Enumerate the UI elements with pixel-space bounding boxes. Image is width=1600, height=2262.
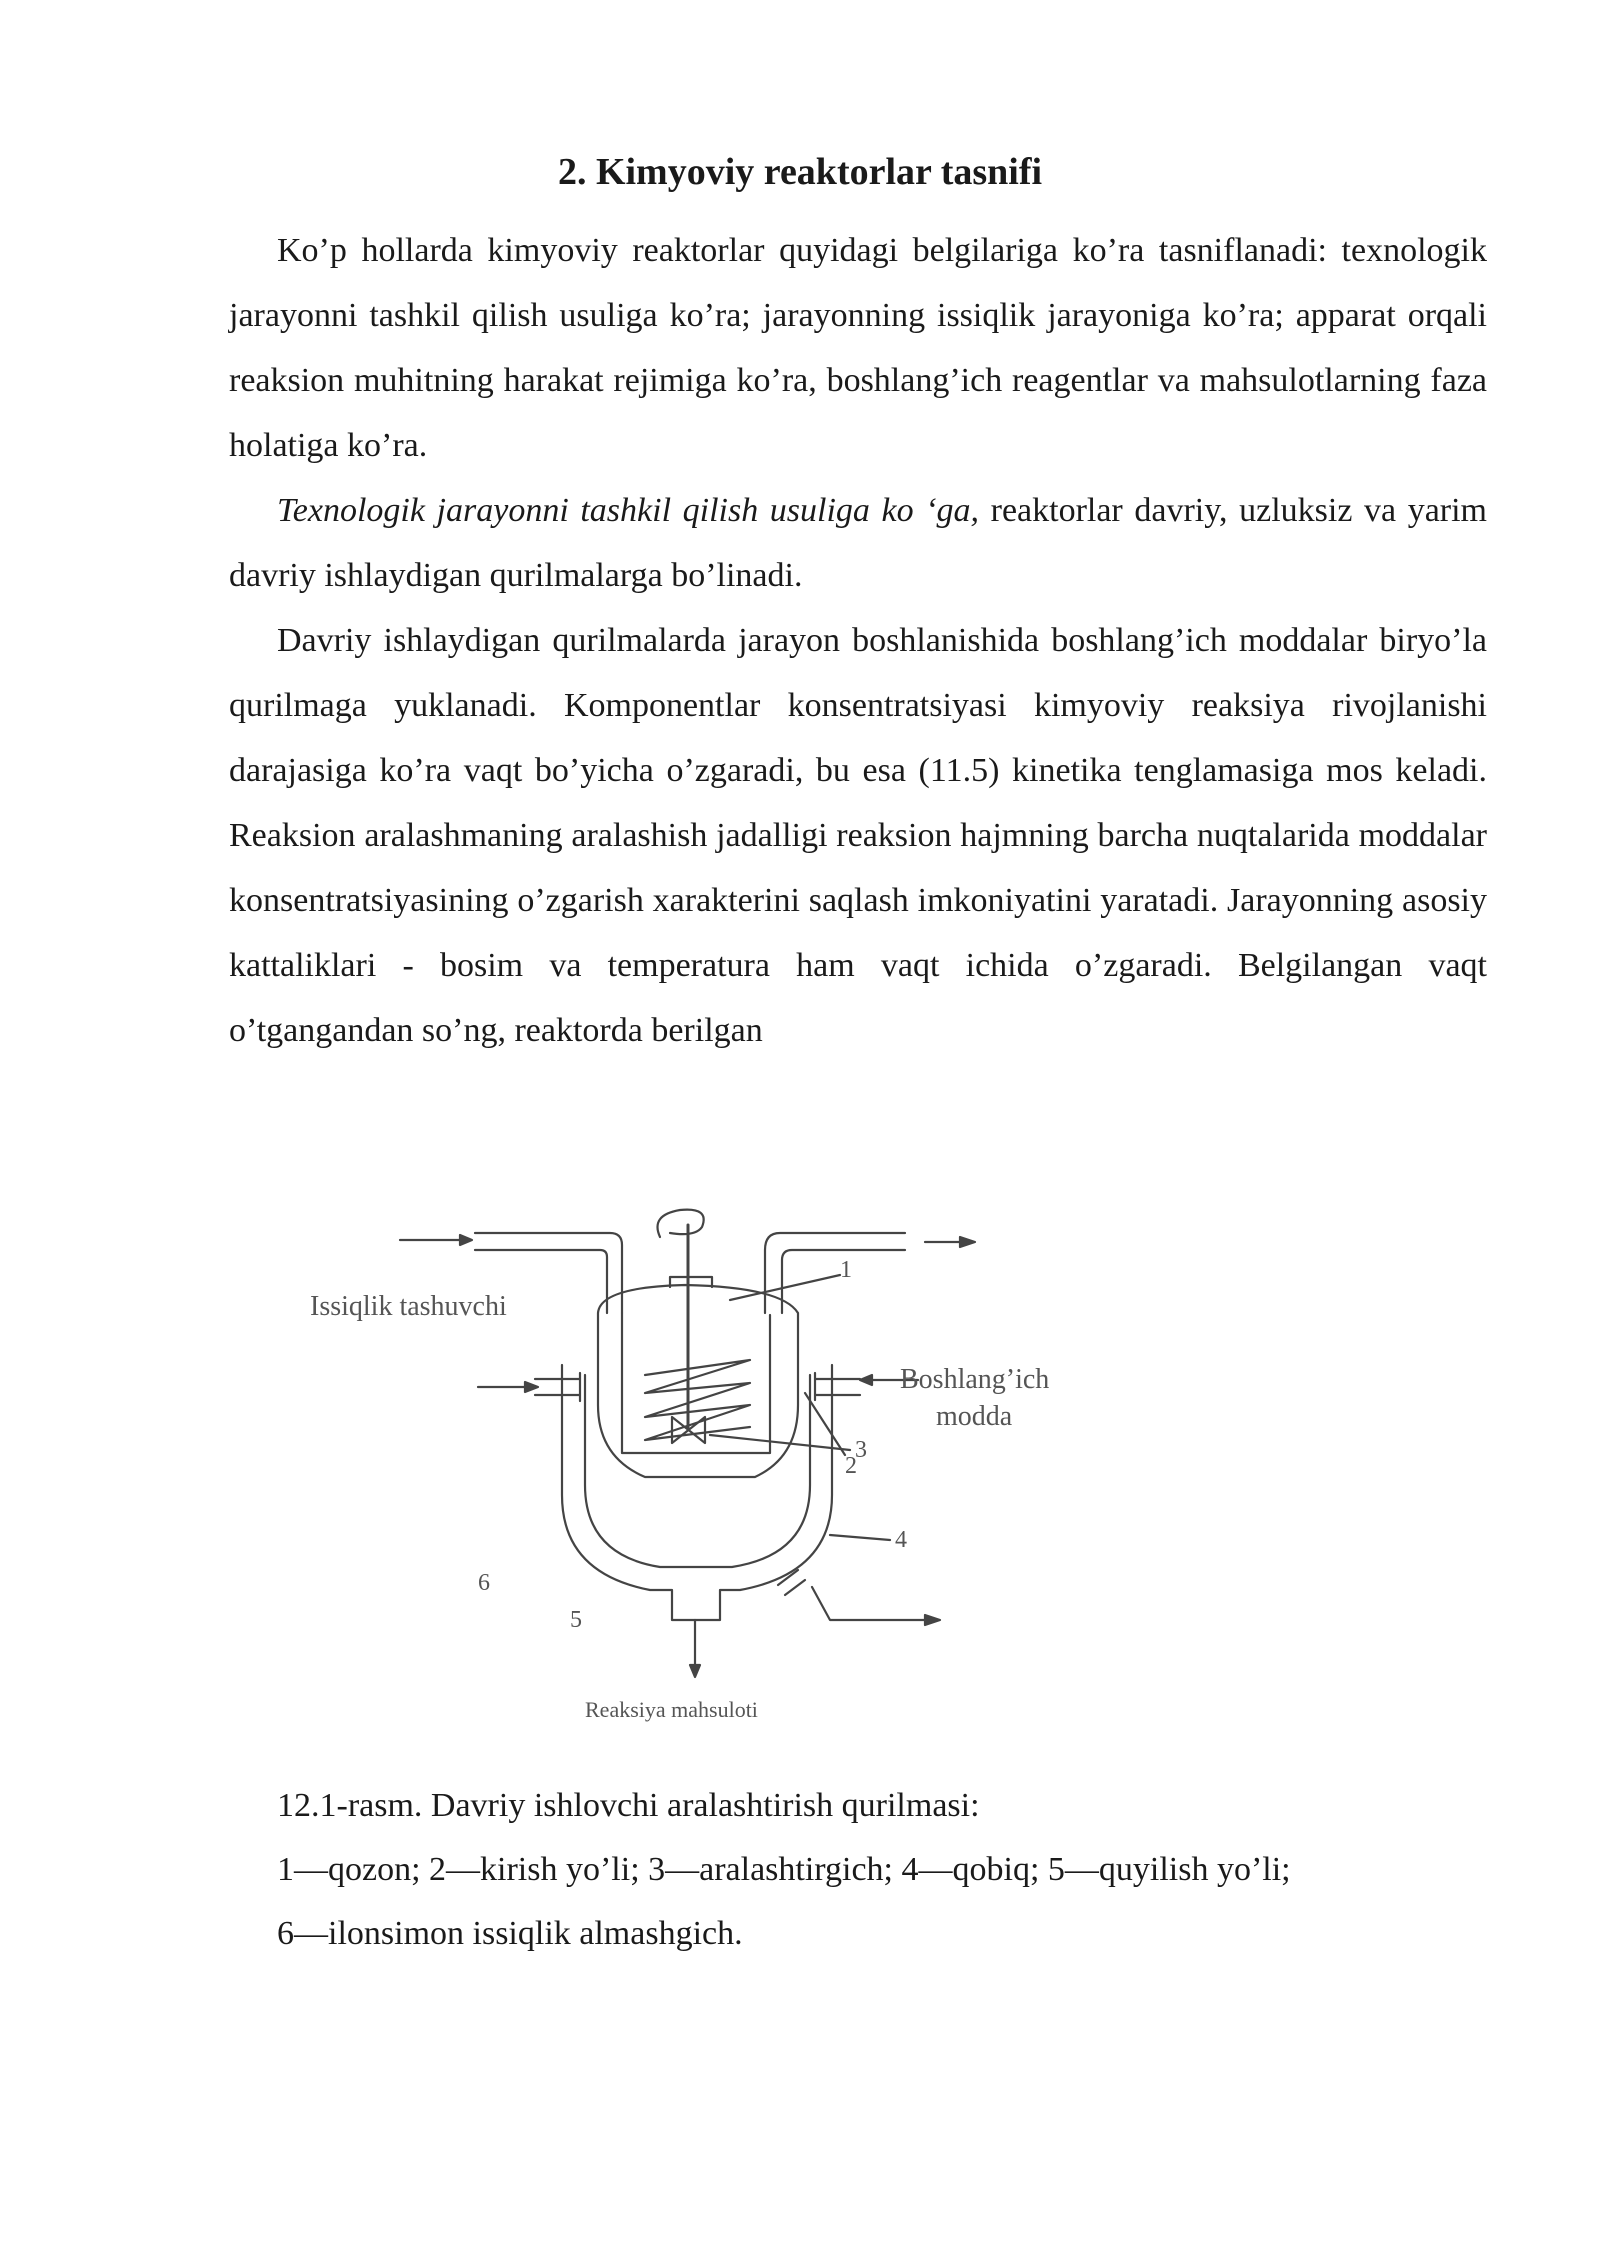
label-num-3: 3 [855,1437,867,1463]
vessel-body [598,1285,798,1477]
paragraph-batch-reactors: Davriy ishlaydigan qurilmalarda jarayon boshlanishida boshlang’ich moddalar biryo’la qurilmaga yuklanadi. Komponentlar konsentratsiyasi kimyoviy reaksiya rivojlanishi darajasiga ko’ra vaqt bo’yicha o’zgaradi, bu esa (11.5) kinetika tenglamasiga mos keladi. Reaksion aralashmaning aralashish jadalligi reaksion hajmning barcha nuqtalarida moddalar konsentratsiyasining o’zgarish xarakterini saqlash imkoniyatini yaratadi. Jarayonning asosiy kattaliklari - bosim va temperatura ham vaqt ichida o’zgaradi. Belgilangan vaqt o’tgangandan so’ng, reaktorda berilgan [229,622,1487,1049]
stirrer-drive [658,1210,704,1237]
label-num-5: 5 [570,1607,582,1633]
feed-nozzle-right [815,1373,860,1400]
paragraph-classification: Ko’p hollarda kimyoviy reaktorlar quyidagi belgilariga ko’ra tasniflanadi: texnologik jarayonni tashkil qilish usuliga ko’ra; jarayonning issiqlik jarayoniga ko’ra; apparat orqali reaksion muhitning harakat rejimiga ko’ra, boshlang’ich reagentlar va mahsulotlarning faza holatiga ko’ra. [229,232,1487,464]
label-num-2: 2 [845,1453,857,1479]
product-arrowhead [690,1665,700,1677]
label-num-6: 6 [478,1570,490,1596]
paragraph-process-organization [229,478,1487,608]
vessel-jacket [562,1365,832,1620]
label-reaction-product: Reaksiya mahsuloti [585,1697,758,1722]
right-feed-arrowhead [860,1375,872,1385]
leader-3 [710,1435,850,1450]
jacket-drain [778,1570,805,1595]
heat-inlet-arrowhead [460,1235,472,1245]
italic-term: Texnologik jarayonni tashkil qilish usuliga ko ‘ga, [277,492,980,529]
jacket-drain-arrowhead [925,1615,940,1625]
reactor-diagram-svg [300,1195,1100,1755]
label-heat-carrier: Issiqlik tashuvchi [310,1291,507,1322]
label-num-1: 1 [840,1257,852,1283]
vessel-jacket-inner [585,1375,810,1567]
figure-caption-legend-2: 6—ilonsimon issiqlik almashgich. [277,1915,743,1952]
label-starting-material-line2: modda [936,1401,1013,1432]
label-starting-material-line1: Boshlang’ich [900,1364,1050,1395]
figure-caption-title: 12.1-rasm. Davriy ishlovchi aralashtirish qurilmasi: [277,1787,980,1824]
reactor-diagram [300,1195,1100,1755]
heat-outlet-arrowhead [960,1237,975,1247]
leader-1 [730,1275,840,1300]
feed-nozzle-left [535,1373,580,1401]
coil-loops [645,1360,750,1440]
left-feed-arrowhead [525,1382,538,1392]
figure-caption-legend-1: 1—qozon; 2—kirish yo’li; 3—aralashtirgich; 4—qobiq; 5—quyilish yo’li; [277,1851,1291,1888]
section-heading: 2. Kimyoviy reaktorlar tasnifi [557,151,1043,193]
label-num-4: 4 [895,1527,907,1553]
jacket-drain-line [812,1587,925,1620]
paragraph-text: reaktorlar davriy, uzluksiz va yarim davriy ishlaydigan qurilmalarga bo’linadi. [229,492,1487,594]
leader-4 [830,1535,890,1540]
